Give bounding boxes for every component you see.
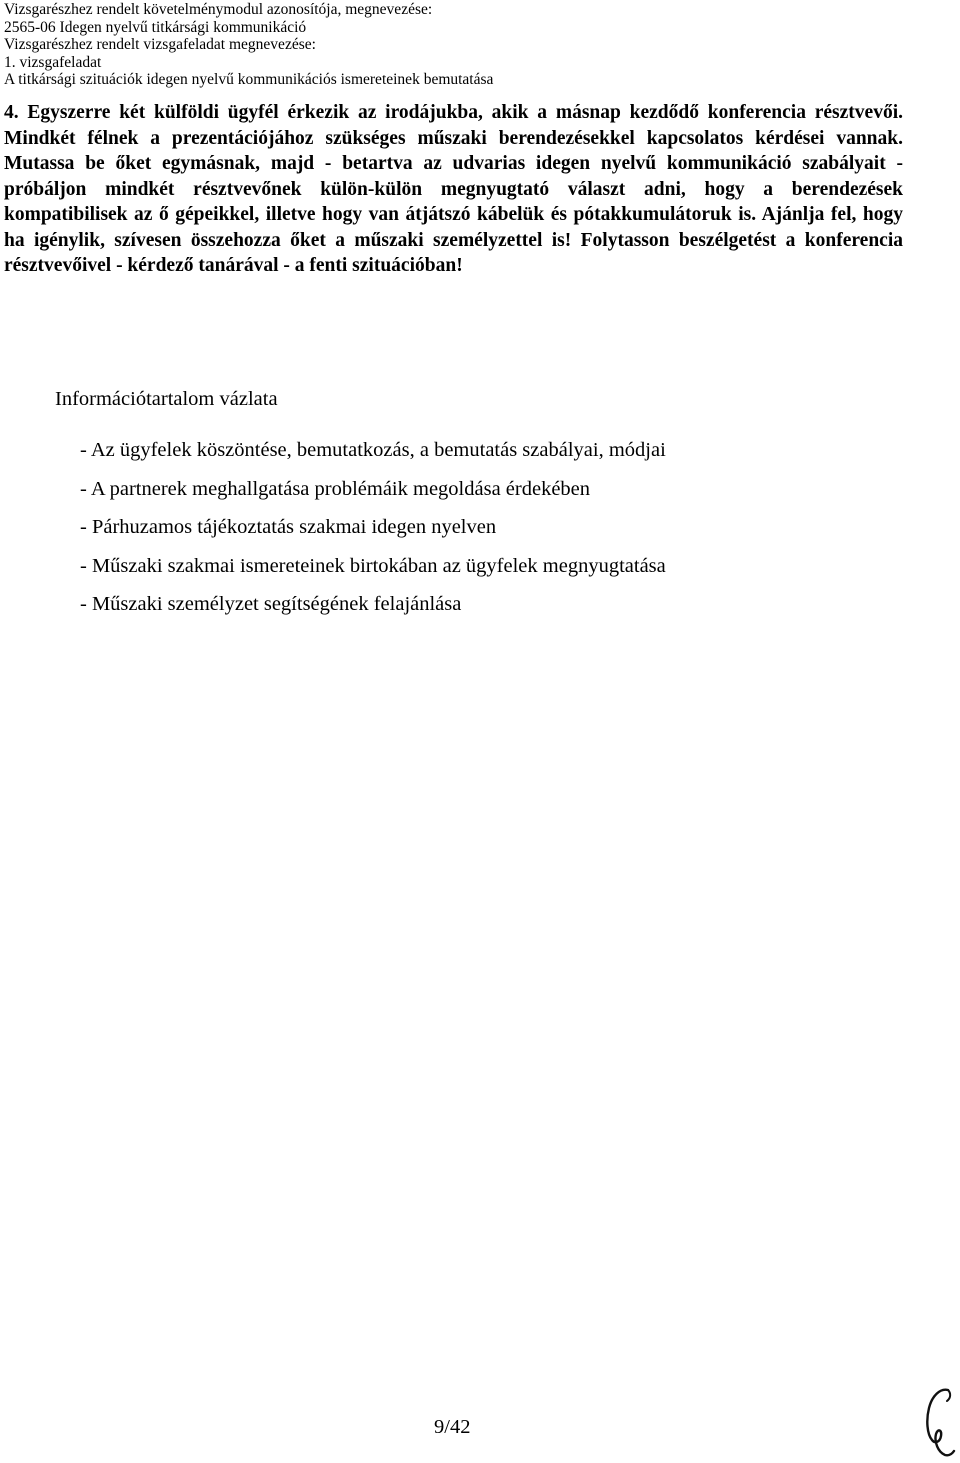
page-number: 9/42 xyxy=(434,1416,471,1438)
outline-title: Információtartalom vázlata xyxy=(55,388,278,410)
task-description: 4. Egyszerre két külföldi ügyfél érkezik az irodájukba, akik a másnap kezdődő konferencia résztvevői. Mindkét félnek a prezentációjához szükséges műszaki berendezésekkel kapcsolatos kérdései vannak. Mutassa be őket egymásnak, majd - betartva az udvarias idegen nyelvű kommunikáció szabályait - próbáljon mindkét résztvevőnek külön-külön megnyugtató választ adni, hogy a berendezések kompatibilisek az ő gépeikkel, illetve hogy van átjátszó kábelük és pótakkumulátoruk is. Ajánlja fel, hogy ha igénylik, szívesen összehozza őket a műszaki személyzettel is! Folytasson beszélgetést a konferencia résztvevőivel - kérdező tanárával - a fenti szituációban! xyxy=(4,102,903,276)
header-module-label: Vizsgarészhez rendelt követelménymodul azonosítója, megnevezése: xyxy=(4,1,433,18)
outline-item: - Műszaki szakmai ismereteinek birtokában az ügyfelek megnyugtatása xyxy=(80,554,666,577)
header-exam-task-number: 1. vizsgafeladat xyxy=(4,53,102,71)
outline-item: - A partnerek meghallgatása problémáik megoldása érdekében xyxy=(80,477,591,500)
header-exam-task-label: Vizsgarészhez rendelt vizsgafeladat megnevezése: xyxy=(4,36,316,53)
signature-mark xyxy=(918,1384,960,1460)
outline-item: - Párhuzamos tájékoztatás szakmai idegen nyelven xyxy=(80,516,497,538)
header-module-name: 2565-06 Idegen nyelvű titkársági kommunikáció xyxy=(4,18,307,36)
outline-list xyxy=(80,437,666,630)
outline-item: - Műszaki személyzet segítségének felajánlása xyxy=(80,593,462,615)
outline-item: - Az ügyfelek köszöntése, bemutatkozás, a bemutatás szabályai, módjai xyxy=(80,439,666,461)
document-header xyxy=(4,1,944,89)
header-exam-task-title: A titkársági szituációk idegen nyelvű kommunikációs ismereteinek bemutatása xyxy=(4,71,494,88)
